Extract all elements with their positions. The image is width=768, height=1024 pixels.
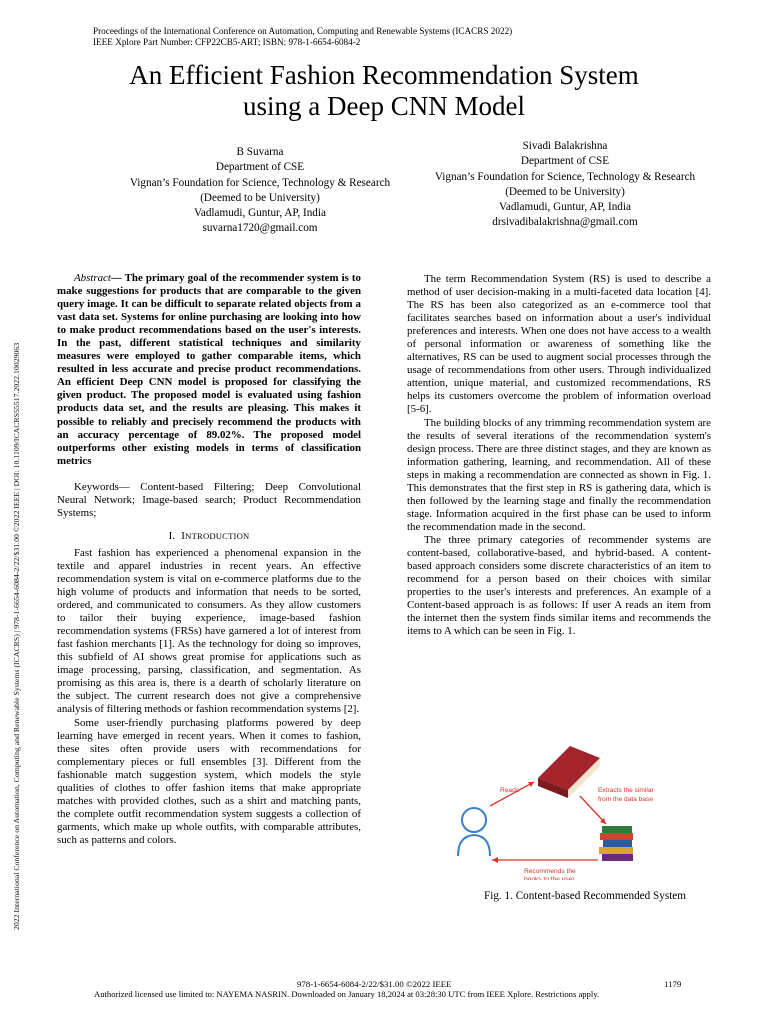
abstract-text: The primary goal of the recommender system is to make suggestions for products that are comparable to the given query image. It can be difficult to separate related objects from a vast data set. Systems for online purchasing are looking into how to make product recommendations based on the user's interests. In the past, different statistical techniques and similarity measures were employed to gather comparable items, which resulted in less accurate and precise product recommendations. An efficient Deep CNN model is proposed for classifying the given product. The proposed model is evaluated using fashion products data set, and the results are pleasing. This makes it possible to reliably and precisely recommend the products with an accuracy percentage of 89.02%. The proposed model outperforms other existing models in terms of classification metrics bbox=[57, 272, 361, 467]
paragraph: Some user-friendly purchasing platforms powered by deep learning have emerged in recent years. When it comes to fashion, these sites often provide users with recommendations for complementary pieces or full ensembles [3]. Different from the fashionable match suggestion system, which models the style qualities of clothes to offer fashion items that make appropriate matches with provided clothes, such as a shirt and matching pants, the complete outfit recommendation system suggests a collection of garments, which make up whole outfits, with comparable attributes, such as patterns and colors. bbox=[57, 716, 361, 846]
paragraph: The building blocks of any trimming recommendation system are the results of several iterations of the recommendation system's design process. There are three distinct stages, and they are known as information gathering, learning, and recommendation. All of these steps in making a recommendation are connected as shown in Fig. 1. This demonstrates that the first step in RS is gathering data, which is then followed by the learning stage and finally the recommendation stage. Information acquired in the first phase can be used to inform the recommendation made in the second. bbox=[407, 416, 711, 533]
page-number: 1179 bbox=[664, 979, 682, 989]
figure-caption: Fig. 1. Content-based Recommended System bbox=[484, 890, 686, 902]
section-title-rest: NTRODUCTION bbox=[185, 530, 250, 541]
title-line-1: An Efficient Fashion Recommendation System bbox=[129, 60, 639, 90]
author-org-note: (Deemed to be University) bbox=[505, 185, 625, 198]
arrow-reads bbox=[490, 782, 534, 806]
paper-title bbox=[0, 60, 768, 122]
paragraph: The three primary categories of recommender systems are content-based, collaborative-based, and hybrid-based. A content-based approach considers some discrete characteristics of an item to recommend for a person based on their choices with similar properties to the user's interests and preferences. An example of a Content-based approach is as follows: If user A reads an item from the internet then the system finds similar items and recommends the items to A which can be seen in Fig. 1. bbox=[407, 533, 711, 638]
stack-book-shape bbox=[600, 833, 633, 840]
stack-book-shape bbox=[603, 840, 632, 847]
footer-copyright: 978-1-6654-6084-2/22/$31.00 ©2022 IEEE bbox=[297, 979, 452, 989]
user-head-shape bbox=[462, 808, 486, 832]
label-recommends-2: books to the user bbox=[524, 876, 575, 880]
author-email: drsivadibalakrishna@gmail.com bbox=[492, 216, 638, 229]
arrow-heads bbox=[492, 782, 606, 863]
title-line-2: using a Deep CNN Model bbox=[243, 91, 525, 121]
section-number: I. bbox=[168, 529, 176, 542]
figure-content-based-diagram bbox=[448, 740, 668, 880]
author-block-2 bbox=[400, 139, 730, 231]
author-location: Vadlamudi, Guntur, AP, India bbox=[499, 201, 631, 214]
keywords: Keywords— Content-based Filtering; Deep Convolutional Neural Network; Image-based search; Product Recommendation Systems; bbox=[57, 480, 361, 519]
label-extracts-2: from the data base bbox=[598, 796, 653, 803]
paragraph: The term Recommendation System (RS) is used to describe a method of user decision-making in a multi-faceted data location [4]. The RS has been also categorized as an e-commerce tool that facilitates searches based on information about a user's individual preferences and interests. When one does not have access to a wealth of personal information or awareness of something like the alternatives, RS can be used to augment social processes through the usage of recommendations from other users. Through individualized attention, unique material, and customized recommendations, RS helps its customers overcome the problem of information overload [5-6]. bbox=[407, 273, 711, 416]
author-name: B Suvarna bbox=[236, 146, 284, 158]
abstract bbox=[57, 272, 361, 468]
abstract-label: Abstract bbox=[74, 272, 111, 284]
author-org: Vignan’s Foundation for Science, Technology & Research bbox=[129, 176, 391, 189]
book-stack-icon bbox=[599, 826, 633, 861]
label-reads: Reads bbox=[500, 787, 520, 794]
author-org: Vignan’s Foundation for Science, Technology & Research bbox=[434, 170, 696, 183]
right-column bbox=[407, 273, 711, 638]
book-icon bbox=[538, 746, 600, 798]
stack-book-shape bbox=[602, 826, 632, 833]
left-column bbox=[57, 272, 361, 847]
section-title-initial: I bbox=[181, 529, 186, 542]
label-extracts-1: Extracts the similar bbox=[598, 787, 654, 794]
section-heading-introduction bbox=[57, 530, 361, 543]
arrowhead bbox=[492, 857, 498, 863]
user-body-shape bbox=[458, 835, 490, 856]
abstract-dash: — bbox=[110, 272, 125, 284]
author-location: Vadlamudi, Guntur, AP, India bbox=[194, 207, 326, 220]
license-notice: Authorized licensed use limited to: NAYEMA NASRIN. Downloaded on January 18,2024 at 03:28:30 UTC from IEEE Xplore. Restrictions apply. bbox=[94, 989, 600, 999]
side-doi-text: 2022 International Conference on Automation, Computing and Renewable Systems (ICACRS) | 978-1-6654-6084-2/22/$31.00 ©2022 IEEE | DOI: 10.1109/ICACRS55517.2022.10029063 bbox=[12, 342, 21, 930]
author-name: Sivadi Balakrishna bbox=[522, 140, 608, 152]
stack-book-shape bbox=[602, 854, 633, 861]
author-email: suvarna1720@gmail.com bbox=[202, 222, 318, 235]
author-org-note: (Deemed to be University) bbox=[200, 191, 320, 204]
isbn-header: IEEE Xplore Part Number: CFP22CB5-ART; ISBN: 978-1-6654-6084-2 bbox=[93, 37, 361, 47]
paragraph: Fast fashion has experienced a phenomenal expansion in the textile and apparel industries in recent years. An effective recommendation system is vital on e-commerce platforms due to the high volume of products and information that needs to be sorted, ordered, and communicated to consumers. As they allow customers to tailor their buying experience, image-based fashion recommendation systems (FRSs) have garnered a lot of interest from fast fashion merchants [1]. As the technology for doing so improves, this subfield of AI shows great promise for applications such as image processing, parsing, classification, and segmentation. As promising as this area is, there is a dearth of scholarly literature on the subject. The current research does not give a comprehensive analysis of filtering methods or fashion recommendation systems [2]. bbox=[57, 546, 361, 716]
label-recommends-1: Recommends the bbox=[524, 868, 576, 875]
stack-book-shape bbox=[599, 847, 633, 854]
author-dept: Department of CSE bbox=[520, 155, 610, 168]
conference-header: Proceedings of the International Conference on Automation, Computing and Renewable Systems (ICACRS 2022) bbox=[93, 26, 513, 36]
author-block-1 bbox=[95, 145, 425, 237]
user-icon bbox=[458, 808, 490, 856]
author-dept: Department of CSE bbox=[215, 161, 305, 174]
